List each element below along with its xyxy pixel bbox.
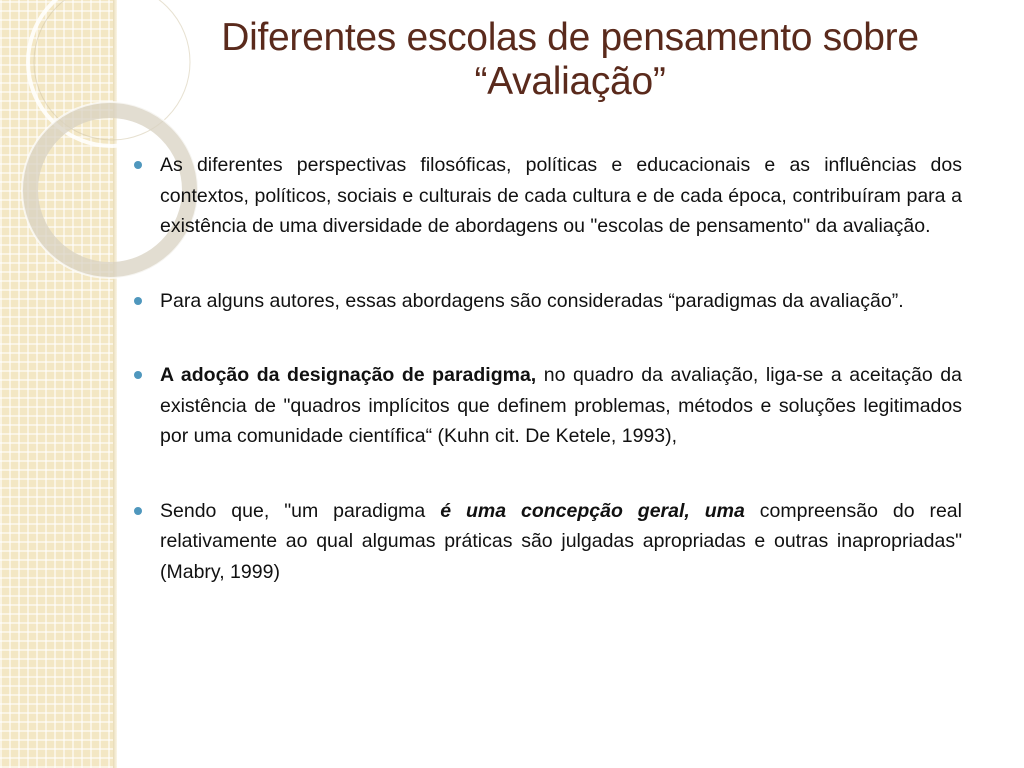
bullet-emphasis: é uma concepção geral, uma (440, 499, 745, 522)
bullet-item (130, 150, 962, 242)
bullet-list (130, 150, 962, 631)
bullet-dot-icon (134, 507, 142, 515)
slide-title-line-2: “Avaliação” (474, 60, 666, 103)
bullet-text-post: compreensão do real relativamente ao qual algumas práticas são julgadas apropriadas e outras inapropriadas" (Mabry, 1999) (160, 499, 962, 583)
bullet-dot-icon (134, 297, 142, 305)
bullet-bold-lead: A adoção da designação de paradigma, (160, 364, 537, 386)
bullet-item (130, 286, 962, 317)
slide-title-line-1: Diferentes escolas de pensamento sobre (221, 16, 919, 59)
bullet-dot-icon (134, 161, 142, 169)
bullet-text: no quadro da avaliação, liga-se a aceitação da existência de "quadros implícitos que definem problemas, métodos e soluções legitimados por uma comunidade científica“ (Kuhn cit. De Ketele, 1993), (160, 364, 962, 447)
bullet-text: As diferentes perspectivas filosóficas, políticas e educacionais e as influências dos contextos, políticos, sociais e culturais de cada cultura e de cada época, contribuíram para a existência de uma diversidade de abordagens ou "escolas de pensamento" da avaliação. (160, 154, 962, 237)
bullet-text: Para alguns autores, essas abordagens são consideradas “paradigmas da avaliação”. (160, 289, 904, 312)
slide-title (150, 16, 990, 104)
bullet-dot-icon (134, 371, 142, 379)
bullet-text-pre: Sendo que, "um paradigma (160, 499, 441, 522)
bullet-item (130, 496, 962, 588)
bullet-item (130, 360, 962, 452)
